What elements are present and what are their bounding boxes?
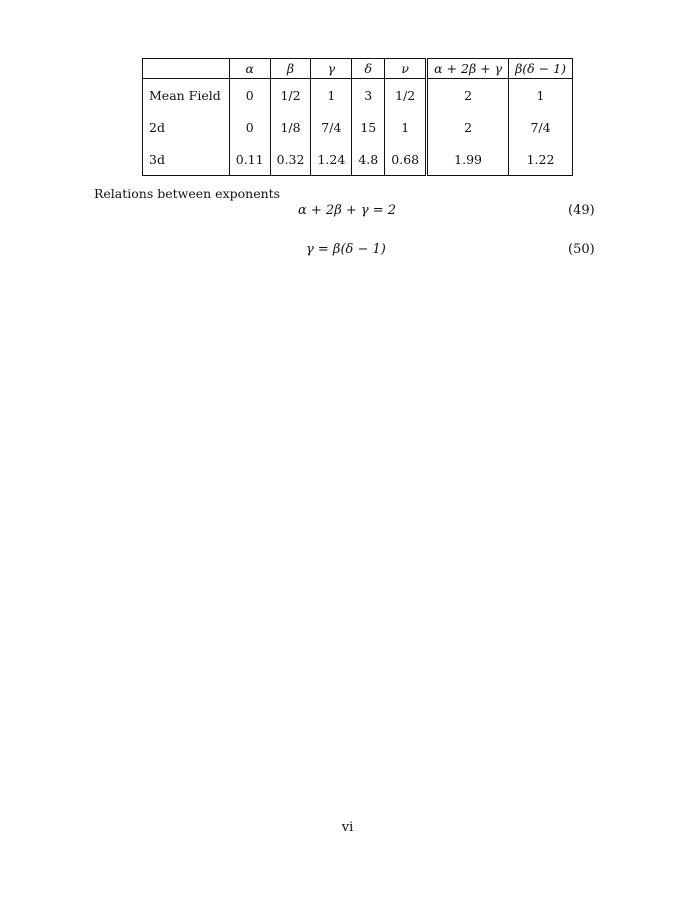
table-row-mean-field	[143, 79, 573, 112]
table-cell: 2	[427, 111, 509, 143]
equation-50: γ = β(δ − 1)	[306, 242, 386, 257]
table-cell: 1.24	[311, 143, 352, 176]
row-label: 2d	[143, 111, 230, 143]
header-cell-beta: β	[270, 59, 311, 79]
table-cell: 0.32	[270, 143, 311, 176]
table-cell: 1/2	[270, 79, 311, 112]
header-cell-sum-relation: α + 2β + γ	[427, 59, 509, 79]
table-cell: 2	[427, 79, 509, 112]
table-row-2d	[143, 111, 573, 143]
table-cell: 1	[311, 79, 352, 112]
header-cell-product-relation: β(δ − 1)	[509, 59, 573, 79]
table-cell: 1	[509, 79, 573, 112]
table-cell: 15	[352, 111, 385, 143]
row-label: Mean Field	[143, 79, 230, 112]
table-cell: 4.8	[352, 143, 385, 176]
header-cell-nu: ν	[385, 59, 427, 79]
equation-number-50: (50)	[568, 242, 595, 257]
table-cell: 0	[229, 111, 270, 143]
table-header-row	[143, 59, 573, 79]
table-cell: 1/2	[385, 79, 427, 112]
table-cell: 1.22	[509, 143, 573, 176]
relations-caption: Relations between exponents	[94, 186, 281, 201]
table-row-3d	[143, 143, 573, 176]
header-cell-empty	[143, 59, 230, 79]
page-number: vi	[341, 820, 354, 835]
exponents-table	[142, 58, 573, 176]
table-cell: 0.11	[229, 143, 270, 176]
table-cell: 0	[229, 79, 270, 112]
equation-number-49: (49)	[568, 203, 595, 218]
table-cell: 1/8	[270, 111, 311, 143]
header-cell-alpha: α	[229, 59, 270, 79]
table-cell: 7/4	[509, 111, 573, 143]
equation-49: α + 2β + γ = 2	[298, 203, 397, 218]
table-cell: 0.68	[385, 143, 427, 176]
table-cell: 3	[352, 79, 385, 112]
table-cell: 7/4	[311, 111, 352, 143]
row-label: 3d	[143, 143, 230, 176]
table-cell: 1.99	[427, 143, 509, 176]
table-cell: 1	[385, 111, 427, 143]
header-cell-delta: δ	[352, 59, 385, 79]
header-cell-gamma: γ	[311, 59, 352, 79]
